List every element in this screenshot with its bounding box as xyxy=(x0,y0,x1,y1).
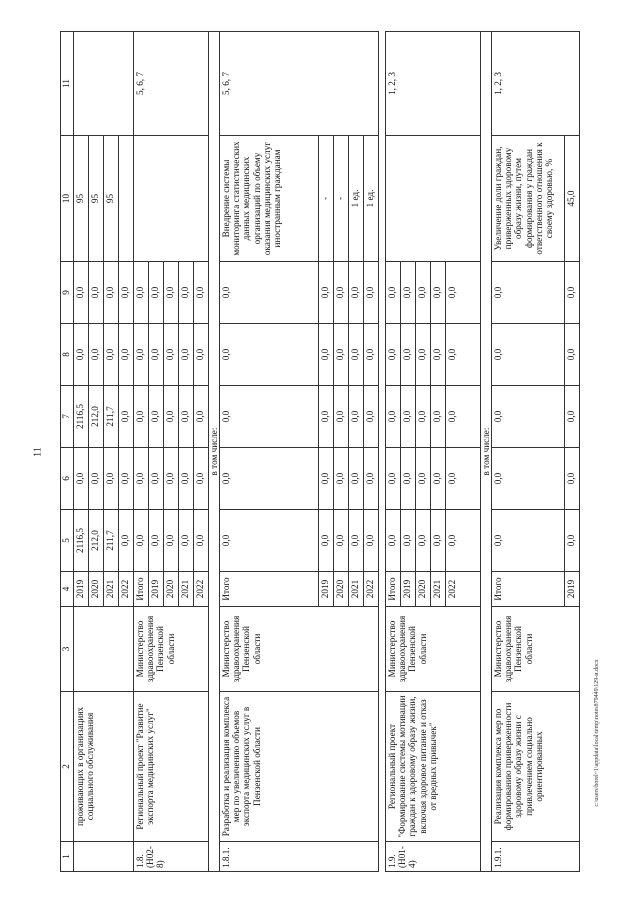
link-cell: 1, 2, 3 xyxy=(491,32,579,136)
value-cell: 0,0 xyxy=(318,448,333,510)
header-cell: 4 xyxy=(61,572,74,607)
link-cell: 5, 6, 7 xyxy=(219,32,378,136)
year-cell: Итого xyxy=(133,572,148,607)
rotated-table-wrapper xyxy=(60,32,580,872)
header-cell: 7 xyxy=(61,386,74,448)
subtotal-divider xyxy=(480,32,491,872)
value-cell: 0,0 xyxy=(445,262,480,324)
value-cell: 0,0 xyxy=(178,386,193,448)
value-cell: 0,0 xyxy=(163,448,178,510)
value-cell: 0,0 xyxy=(103,448,118,510)
executor-cell: Министерство здравоохранения Пензенской области xyxy=(491,607,579,692)
in-total-label: в том числе: xyxy=(208,32,219,872)
value-cell: 0,0 xyxy=(348,510,363,572)
link-cell: 1, 2, 3 xyxy=(385,32,480,136)
value-cell: 0,0 xyxy=(148,448,163,510)
program-table xyxy=(60,31,580,872)
link-cell: 5, 6, 7 xyxy=(133,32,208,136)
value-cell: 0,0 xyxy=(363,448,378,510)
value-cell: 0,0 xyxy=(219,510,318,572)
link-cell xyxy=(74,32,134,136)
indicator-value: 95 xyxy=(74,136,89,262)
value-cell: 0,0 xyxy=(219,448,318,510)
value-cell: 0,0 xyxy=(385,386,400,448)
value-cell: 0,0 xyxy=(491,448,564,510)
table-row xyxy=(219,32,318,872)
executor-cell: Министерство здравоохранения Пензенской области xyxy=(385,607,480,692)
value-cell: 0,0 xyxy=(333,262,348,324)
item-name: проживающих в организациях социального обслуживания xyxy=(74,692,134,842)
year-cell: 2020 xyxy=(333,572,348,607)
year-cell: 2019 xyxy=(564,572,579,607)
value-cell: 0,0 xyxy=(133,324,148,386)
value-cell: 0,0 xyxy=(163,386,178,448)
value-cell: 0,0 xyxy=(415,448,430,510)
value-cell: 0,0 xyxy=(318,510,333,572)
value-cell: 0,0 xyxy=(491,324,564,386)
value-cell: 0,0 xyxy=(445,448,480,510)
table-row xyxy=(491,32,564,872)
value-cell: 0,0 xyxy=(333,386,348,448)
year-cell: 2022 xyxy=(363,572,378,607)
year-cell: Итого xyxy=(491,572,564,607)
table-row xyxy=(385,32,400,872)
value-cell: 0,0 xyxy=(219,324,318,386)
value-cell: 0,0 xyxy=(430,324,445,386)
year-cell: 2020 xyxy=(163,572,178,607)
year-cell: 2020 xyxy=(415,572,430,607)
value-cell: 0,0 xyxy=(74,262,89,324)
value-cell: 2116,5 xyxy=(74,510,89,572)
year-cell: 2022 xyxy=(118,572,133,607)
value-cell: 0,0 xyxy=(118,262,133,324)
executor-cell xyxy=(74,607,134,692)
value-cell: 0,0 xyxy=(348,324,363,386)
value-cell: 0,0 xyxy=(363,386,378,448)
year-cell: Итого xyxy=(385,572,400,607)
value-cell: 0,0 xyxy=(415,386,430,448)
indicator-text: Увеличение доли граждан, приверженных здоровому образу жизни, путем формирования у граждан ответственного отношения к своему здоровью, % xyxy=(491,136,564,262)
value-cell: 0,0 xyxy=(178,448,193,510)
item-name: Региональный проект "Развитие экспорта медицинских услуг" xyxy=(133,692,208,842)
subtotal-divider xyxy=(208,32,219,872)
value-cell: 0,0 xyxy=(118,448,133,510)
value-cell: 0,0 xyxy=(348,448,363,510)
value-cell: 0,0 xyxy=(133,262,148,324)
value-cell: 0,0 xyxy=(415,324,430,386)
header-cell: 8 xyxy=(61,324,74,386)
value-cell: 0,0 xyxy=(430,386,445,448)
header-cell: 11 xyxy=(61,32,74,136)
value-cell: 212,0 xyxy=(88,386,103,448)
value-cell: 0,0 xyxy=(103,262,118,324)
value-cell: 0,0 xyxy=(400,262,415,324)
year-cell: 2019 xyxy=(400,572,415,607)
year-cell: 2021 xyxy=(430,572,445,607)
page-number: 11 xyxy=(32,447,44,457)
value-cell: 0,0 xyxy=(88,262,103,324)
year-cell: 2020 xyxy=(88,572,103,607)
value-cell: 0,0 xyxy=(148,510,163,572)
item-number: 1.8. (Н02-8) xyxy=(133,842,208,872)
value-cell: 0,0 xyxy=(348,386,363,448)
year-cell: 2019 xyxy=(74,572,89,607)
value-cell: 0,0 xyxy=(163,324,178,386)
footer-file-path: c:\users\borel~1\appdata\local\temp\notes879449\129-и.docx xyxy=(594,659,600,807)
header-cell: 3 xyxy=(61,607,74,692)
year-cell: 2021 xyxy=(178,572,193,607)
value-cell: 0,0 xyxy=(178,262,193,324)
executor-cell: Министерство здравоохранения Пензенской области xyxy=(219,607,378,692)
spacer-row xyxy=(378,32,385,872)
year-cell: 2021 xyxy=(348,572,363,607)
value-cell: 0,0 xyxy=(178,510,193,572)
value-cell: 0,0 xyxy=(348,262,363,324)
value-cell: 0,0 xyxy=(491,386,564,448)
header-cell: 9 xyxy=(61,262,74,324)
value-cell: 0,0 xyxy=(363,262,378,324)
value-cell: 0,0 xyxy=(318,324,333,386)
value-cell: 0,0 xyxy=(133,510,148,572)
value-cell: 0,0 xyxy=(193,386,208,448)
value-cell: 211,7 xyxy=(103,386,118,448)
value-cell: 0,0 xyxy=(193,262,208,324)
value-cell: 211,7 xyxy=(103,510,118,572)
value-cell: 0,0 xyxy=(445,510,480,572)
item-name: Разработка и реализация комплекса мер по увеличению объемов экспорта медицинских услуг в Пензенской области xyxy=(219,692,378,842)
value-cell: 0,0 xyxy=(415,262,430,324)
value-cell: 2116,5 xyxy=(74,386,89,448)
value-cell: 0,0 xyxy=(564,324,579,386)
value-cell: 0,0 xyxy=(491,510,564,572)
value-cell: 0,0 xyxy=(163,510,178,572)
value-cell: 0,0 xyxy=(163,262,178,324)
value-cell: 0,0 xyxy=(385,262,400,324)
value-cell: 0,0 xyxy=(118,386,133,448)
value-cell: 0,0 xyxy=(445,386,480,448)
value-cell: 0,0 xyxy=(564,386,579,448)
value-cell: 0,0 xyxy=(564,262,579,324)
table-row xyxy=(74,32,89,872)
indicator-value: - xyxy=(333,136,348,262)
year-cell: 2019 xyxy=(318,572,333,607)
value-cell: 0,0 xyxy=(148,386,163,448)
value-cell: 0,0 xyxy=(74,448,89,510)
value-cell: 0,0 xyxy=(74,324,89,386)
indicator-value: - xyxy=(318,136,333,262)
year-cell: 2022 xyxy=(193,572,208,607)
indicator-value: 95 xyxy=(88,136,103,262)
indicator-cell xyxy=(385,136,480,262)
item-number xyxy=(74,842,134,872)
indicator-text: Внедрение системы мониторинга статистических данных медицинских организаций по объему оказания медицинских услуг иностранным гражданам xyxy=(219,136,318,262)
year-cell: 2021 xyxy=(103,572,118,607)
executor-cell: Министерство здравоохранения Пензенской области xyxy=(133,607,208,692)
item-name: Региональный проект "Формирование системы мотивации граждан к здоровому образу жизни, включая здоровое питание и отказ от вредных привычек" xyxy=(385,692,480,842)
item-number: 1.9. (Н01-4) xyxy=(385,842,480,872)
value-cell: 0,0 xyxy=(193,448,208,510)
value-cell: 0,0 xyxy=(318,262,333,324)
value-cell: 0,0 xyxy=(430,448,445,510)
header-cell: 5 xyxy=(61,510,74,572)
year-cell: 2022 xyxy=(445,572,480,607)
value-cell: 0,0 xyxy=(133,448,148,510)
value-cell: 0,0 xyxy=(193,324,208,386)
value-cell: 0,0 xyxy=(430,262,445,324)
item-name: Реализация комплекса мер по формированию приверженности здоровому образу жизни с привлечением социально ориентированных xyxy=(491,692,579,842)
value-cell: 0,0 xyxy=(385,324,400,386)
in-total-label: в том числе: xyxy=(480,32,491,872)
value-cell: 0,0 xyxy=(118,324,133,386)
value-cell: 0,0 xyxy=(400,448,415,510)
value-cell: 0,0 xyxy=(333,448,348,510)
table-row xyxy=(133,32,148,872)
indicator-value: 95 xyxy=(103,136,118,262)
value-cell: 0,0 xyxy=(88,448,103,510)
value-cell: 212,0 xyxy=(88,510,103,572)
value-cell: 0,0 xyxy=(148,324,163,386)
value-cell: 0,0 xyxy=(219,262,318,324)
indicator-value: 1 ед. xyxy=(363,136,378,262)
indicator-value: 45,0 xyxy=(564,136,579,262)
header-row xyxy=(61,32,74,872)
value-cell: 0,0 xyxy=(148,262,163,324)
value-cell: 0,0 xyxy=(385,448,400,510)
value-cell: 0,0 xyxy=(118,510,133,572)
value-cell: 0,0 xyxy=(333,510,348,572)
header-cell: 10 xyxy=(61,136,74,262)
item-number: 1.8.1. xyxy=(219,842,378,872)
header-cell: 2 xyxy=(61,692,74,842)
indicator-cell xyxy=(133,136,208,262)
value-cell: 0,0 xyxy=(564,510,579,572)
value-cell: 0,0 xyxy=(219,386,318,448)
header-cell: 6 xyxy=(61,448,74,510)
year-cell: Итого xyxy=(219,572,318,607)
header-cell: 1 xyxy=(61,842,74,872)
value-cell: 0,0 xyxy=(385,510,400,572)
value-cell: 0,0 xyxy=(400,324,415,386)
indicator-value: 1 ед. xyxy=(348,136,363,262)
year-cell: 2019 xyxy=(148,572,163,607)
value-cell: 0,0 xyxy=(88,324,103,386)
value-cell: 0,0 xyxy=(103,324,118,386)
value-cell: 0,0 xyxy=(333,324,348,386)
indicator-value xyxy=(118,136,133,262)
value-cell: 0,0 xyxy=(363,324,378,386)
value-cell: 0,0 xyxy=(178,324,193,386)
value-cell: 0,0 xyxy=(415,510,430,572)
value-cell: 0,0 xyxy=(318,386,333,448)
value-cell: 0,0 xyxy=(400,510,415,572)
value-cell: 0,0 xyxy=(363,510,378,572)
value-cell: 0,0 xyxy=(491,262,564,324)
value-cell: 0,0 xyxy=(193,510,208,572)
value-cell: 0,0 xyxy=(564,448,579,510)
value-cell: 0,0 xyxy=(133,386,148,448)
row-gap xyxy=(378,32,385,872)
value-cell: 0,0 xyxy=(430,510,445,572)
value-cell: 0,0 xyxy=(445,324,480,386)
item-number: 1.9.1. xyxy=(491,842,579,872)
value-cell: 0,0 xyxy=(400,386,415,448)
